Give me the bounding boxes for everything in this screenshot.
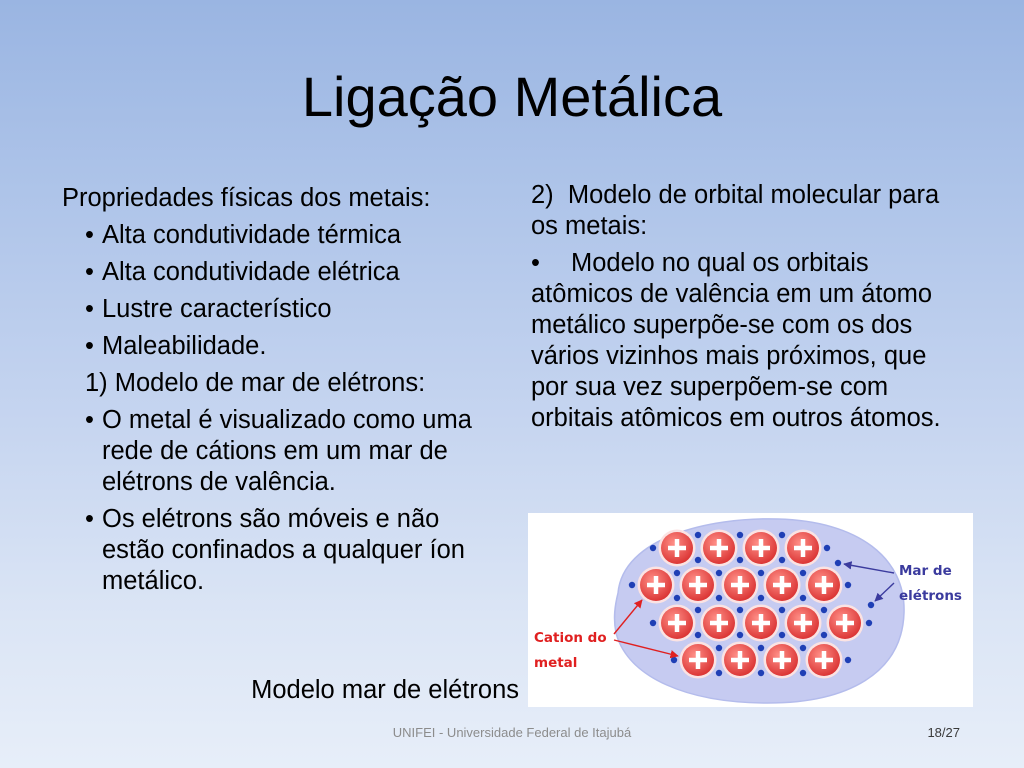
model-point: • O metal é visualizado como uma rede de cátions em um mar de elétrons de valência. [62,405,490,498]
electron-dot [835,560,841,566]
electron-dot [824,545,830,551]
electron-dot [821,607,827,613]
electron-dot [758,645,764,651]
metal-cation [701,530,738,567]
electron-dot [737,607,743,613]
metal-cation [659,605,696,642]
electron-dot [845,582,851,588]
metal-cation [764,642,801,679]
metal-cation [680,642,717,679]
electron-dot [695,607,701,613]
electron-dot [716,595,722,601]
electron-dot [845,657,851,663]
electron-dot [695,632,701,638]
cation-label: Cation do [534,630,607,646]
electron-dot [779,532,785,538]
electron-dot [671,657,677,663]
metal-cation [722,567,759,604]
electron-sea-label: elétrons [899,588,962,604]
metal-cation [806,567,843,604]
electron-dot [758,670,764,676]
left-text-column [62,183,490,603]
electron-dot [821,632,827,638]
electron-dot [758,595,764,601]
metal-cation [680,567,717,604]
electron-sea-label: Mar de [899,563,952,579]
right-text-column [531,180,955,440]
electron-sea-model-heading: 1) Modelo de mar de elétrons: [85,369,426,397]
electron-dot [695,557,701,563]
electron-sea-diagram [528,513,973,707]
property-item: • Lustre característico [62,294,490,325]
metal-cation [806,642,843,679]
electron-dot [800,670,806,676]
cation-label: metal [534,655,578,671]
electron-dot [779,607,785,613]
properties-heading: Propriedades físicas dos metais: [62,184,431,212]
electron-dot [716,570,722,576]
molecular-orbital-model-heading: 2) Modelo de orbital molecular para os metais: [531,181,947,240]
slide-title: Ligação Metálica [301,65,723,128]
electron-dot [758,570,764,576]
electron-dot [800,595,806,601]
electron-dot [737,632,743,638]
metal-cation [785,605,822,642]
electron-dot [800,645,806,651]
electron-dot [800,570,806,576]
electron-dot [737,532,743,538]
electron-dot [629,582,635,588]
electron-dot [737,557,743,563]
metal-cation [743,605,780,642]
electron-dot [716,670,722,676]
model-point: • Os elétrons são móveis e não estão confinados a qualquer íon metálico. [62,504,490,597]
electron-dot [674,570,680,576]
property-item: • Alta condutividade elétrica [62,257,490,288]
metal-cation [764,567,801,604]
electron-dot [716,645,722,651]
electron-sea-figure [528,513,973,707]
metal-cation [638,567,675,604]
property-item: • Maleabilidade. [62,331,490,362]
electron-dot [695,532,701,538]
metal-cation [722,642,759,679]
figure-caption: Modelo mar de elétrons [251,676,519,704]
property-item: • Alta condutividade térmica [62,220,490,251]
electron-dot [674,595,680,601]
electron-dot [779,557,785,563]
metal-cation [701,605,738,642]
electron-dot [779,632,785,638]
electron-dot [650,620,656,626]
electron-dot [866,620,872,626]
model-point: • Modelo no qual os orbitais atômicos de valência em um átomo metálico superpõe-se com os dos vários vizinhos mais próximos, que por sua vez superpõem-se com orbitais atômicos em outros átomos. [531,248,955,434]
electron-dot [868,602,874,608]
footer-institution: UNIFEI - Universidade Federal de Itajubá [392,725,632,740]
electron-dot [650,545,656,551]
slide-number: 18/27 [927,725,960,740]
metal-cation [785,530,822,567]
metal-cation [827,605,864,642]
metal-cation [743,530,780,567]
metal-cation [659,530,696,567]
